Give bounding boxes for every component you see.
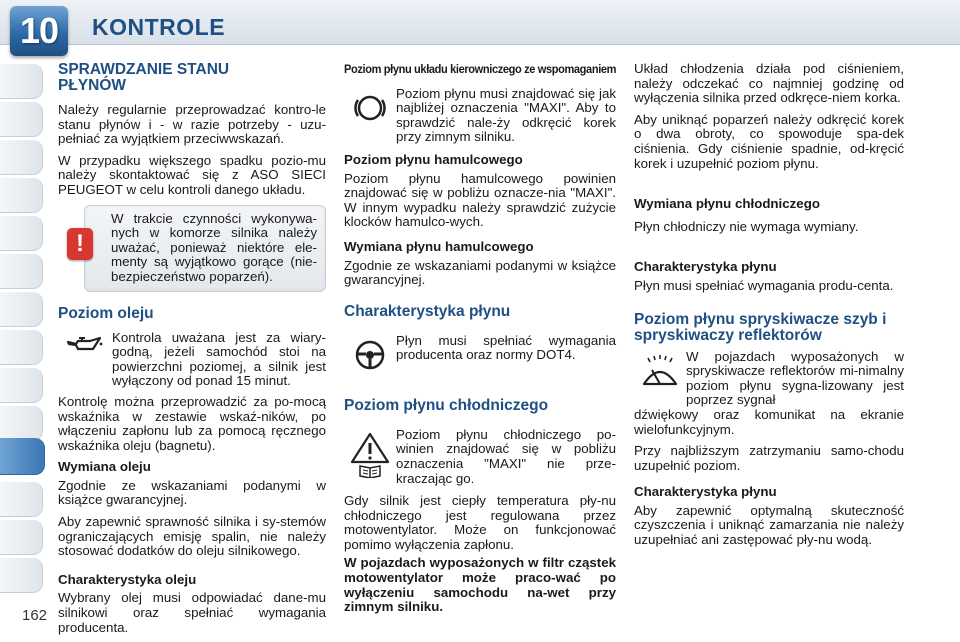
column-1 xyxy=(58,62,326,642)
chapter-tab[interactable] xyxy=(0,368,43,403)
chapter-tab[interactable] xyxy=(0,254,43,289)
chapter-tab[interactable] xyxy=(0,292,43,327)
subheading-brake-change: Wymiana płynu hamulcowego xyxy=(344,238,534,254)
brake-spec-icon-row xyxy=(344,334,616,372)
paragraph: Wybrany olej musi odpowiadać dane-mu silnikowi oraz spełniać wymagania producenta. xyxy=(58,590,326,635)
chapter-tab[interactable] xyxy=(0,64,43,99)
oil-can-icon xyxy=(58,331,112,357)
warning-box xyxy=(76,205,326,292)
brake-spec-icon-text: Płyn musi spełniać wymagania producenta oraz normy DOT4. xyxy=(396,332,616,363)
paragraph: dźwiękowy oraz komunikat na ekranie wielofunkcyjnym. xyxy=(634,406,904,437)
subheading-oil-change: Wymiana oleju xyxy=(58,459,151,475)
subheading-coolant-spec: Charakterystyka płynu xyxy=(634,259,777,275)
paragraph: Aby zapewnić sprawność silnika i sy-stemów ograniczających emisję spalin, nie należy stosować dodatków do oleju silnikowego. xyxy=(58,514,326,559)
power-steering-icon-row xyxy=(344,87,616,145)
paragraph: W przypadku większego spadku pozio-mu należy skontaktować się z ASO SIECI PEUGEOT w celu kontroli danego układu. xyxy=(58,152,326,197)
washer-icon-text: W pojazdach wyposażonych w spryskiwacze reflektorów mi-nimalny poziom płynu sygna-lizowany jest poprzez sygnał xyxy=(686,348,904,408)
steering-fluid-icon xyxy=(344,87,396,125)
chapter-tab[interactable] xyxy=(0,102,43,137)
chapter-tab[interactable] xyxy=(0,482,43,517)
washer-icon-row xyxy=(634,350,904,408)
chapter-number-badge: 10 xyxy=(10,6,68,56)
paragraph: Gdy silnik jest ciepły temperatura pły-nu chłodniczego jest regulowana przez motowentylator. Może on funkcjonować pomimo wyłączenia zapłonu. xyxy=(344,493,616,552)
coolant-icon-row xyxy=(344,428,616,486)
chapter-tab[interactable] xyxy=(0,520,43,555)
paragraph-bold: W pojazdach wyposażonych w filtr cząstek motowentylator może praco-wać po wyłączeniu samochodu na-wet przy zimnym silniku. xyxy=(344,555,616,615)
subheading-oil-spec: Charakterystyka oleju xyxy=(58,571,197,587)
warning-text: W trakcie czynności wykonywa-nych w komorze silnika należy uważać, ponieważ niektóre ele-menty są wyjątkowo gorące (nie-bezpieczeństwo poparzeń). xyxy=(111,210,317,284)
power-steering-icon-text: Poziom płynu musi znajdować się jak najbliżej oznaczenia "MAXI". Aby to sprawdzić nale-ży odkręcić korek przy zimnym silniku. xyxy=(396,85,616,145)
oil-icon-text: Kontrola uważana jest za wiary-godną, jeżeli samochód stoi na powierzchni poziomej, a silnik jest wyłączony od ponad 15 minut. xyxy=(112,329,326,389)
subheading-washer-spec: Charakterystyka płynu xyxy=(634,484,777,500)
paragraph: Zgodnie ze wskazaniami podanymi w książce gwarancyjnej. xyxy=(344,257,616,288)
windscreen-washer-icon xyxy=(634,350,686,394)
section-title-power-steering: Poziom płynu układu kierowniczego ze wspomaganiem xyxy=(344,62,617,76)
paragraph: Zgodnie ze wskazaniami podanymi w książce gwarancyjnej. xyxy=(58,477,326,508)
paragraph: Aby zapewnić optymalną skuteczność czyszczenia i uniknąć zamarzania nie należy uzupełniać ani zastępować pły-nu wodą. xyxy=(634,502,904,548)
paragraph: Płyn chłodniczy nie wymaga wymiany. xyxy=(634,218,859,234)
chapter-tab[interactable] xyxy=(0,406,43,441)
subheading-brake-level: Poziom płynu hamulcowego xyxy=(344,151,523,167)
paragraph: Przy najbliższym zatrzymaniu samo-chodu uzupełnić poziom. xyxy=(634,443,904,473)
chapter-tab[interactable] xyxy=(0,330,43,365)
section-title-oil: Poziom oleju xyxy=(58,304,154,322)
page-number: 162 xyxy=(22,607,48,624)
oil-icon-row xyxy=(58,331,326,389)
warning-exclamation-icon: ! xyxy=(67,228,93,260)
paragraph: Aby uniknąć poparzeń należy odkręcić korek o dwa obroty, co spowoduje spa-dek ciśnienia. Gdy ciśnienie spadnie, od-kręcić korek i uzupełnić poziom płynu. xyxy=(634,111,904,171)
chapter-tab[interactable] xyxy=(0,216,43,251)
section-title-washer: Poziom płynu spryskiwacze szyb i spryskiwaczy reflektorów xyxy=(634,310,887,344)
steering-wheel-icon xyxy=(344,334,396,372)
chapter-tab[interactable] xyxy=(0,558,43,593)
warning-book-icon xyxy=(344,428,396,478)
column-2 xyxy=(344,62,616,622)
subheading-coolant-change: Wymiana płynu chłodniczego xyxy=(634,196,820,212)
chapter-tab[interactable] xyxy=(0,178,43,213)
coolant-icon-text: Poziom płynu chłodniczego po-winien znajdować się w pobliżu oznaczenia "MAXI" nie prze-kraczając go. xyxy=(396,426,616,486)
paragraph: Płyn musi spełniać wymagania produ-centa. xyxy=(634,277,894,293)
section-title-brake-spec: Charakterystyka płynu xyxy=(344,302,511,320)
paragraph: Układ chłodzenia działa pod ciśnieniem, należy odczekać co najmniej godzinę od wyłączenia silnika przed odkręce-niem korka. xyxy=(634,61,904,106)
chapter-tab-strip xyxy=(0,44,44,640)
chapter-tab-active[interactable] xyxy=(0,438,45,475)
section-title-fluids: SPRAWDZANIE STANU PŁYNÓW xyxy=(58,61,230,94)
column-3 xyxy=(634,62,904,555)
paragraph: Należy regularnie przeprowadzać kontro-le stanu płynów i - w razie potrzeby - uzu-pełniać za wyjątkiem przeciwwskazań. xyxy=(58,102,326,147)
chapter-title: KONTROLE xyxy=(92,14,226,40)
chapter-tab[interactable] xyxy=(0,140,43,175)
section-title-coolant: Poziom płynu chłodniczego xyxy=(344,396,549,414)
paragraph: Poziom płynu hamulcowego powinien znajdować się w pobliżu oznacze-nia "MAXI". W innym wypadku należy sprawdzić zużycie klocków hamulco-wych. xyxy=(344,170,616,230)
paragraph: Kontrolę można przeprowadzić za po-mocą wskaźnika w zestawie wskaź-ników, po włączeniu zapłonu lub za pomocą ręcznego wskaźnika oleju (bagnetu). xyxy=(58,393,326,453)
